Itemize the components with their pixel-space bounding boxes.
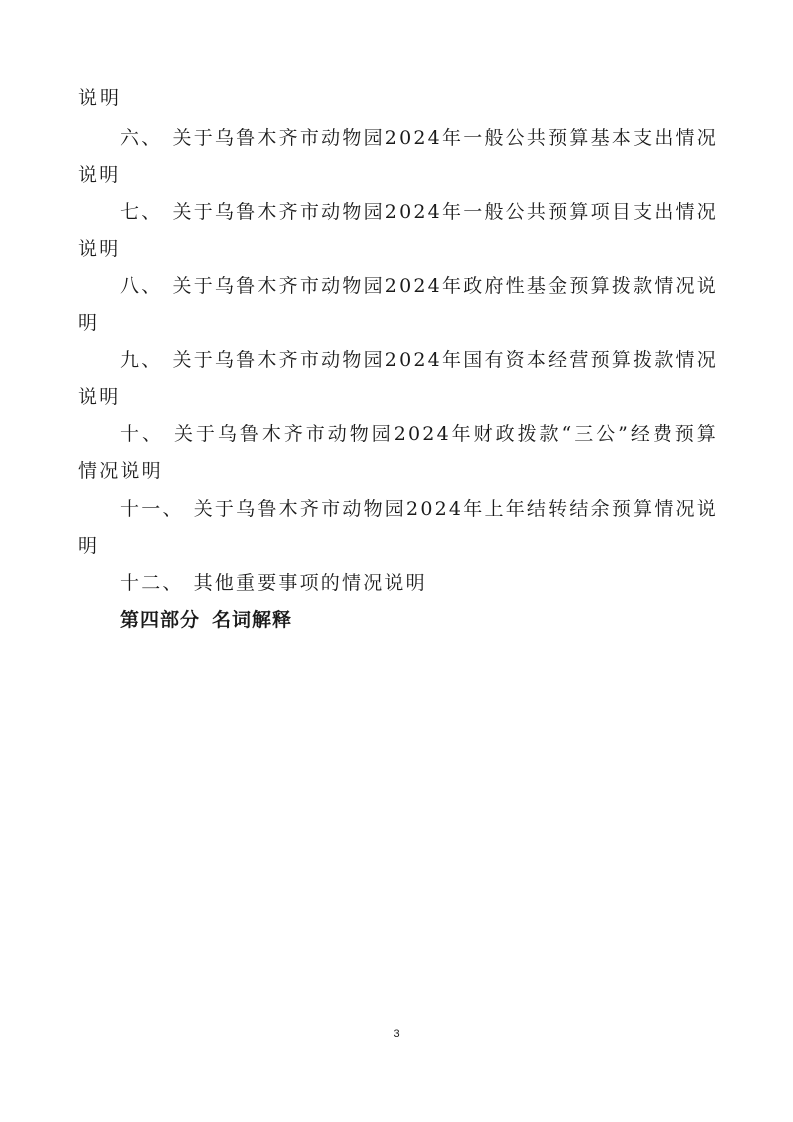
page-number: 3 xyxy=(393,1028,400,1040)
toc-item-text: 关于乌鲁木齐市动物园2024年一般公共预算基本支出情况说明 xyxy=(78,127,718,186)
toc-item-number: 九、 xyxy=(120,349,163,371)
toc-item-10 xyxy=(78,416,718,490)
toc-item-number: 八、 xyxy=(120,275,163,297)
toc-item-number: 六、 xyxy=(120,127,163,149)
toc-item-6 xyxy=(78,120,718,194)
toc-item-text: 关于乌鲁木齐市动物园2024年上年结转结余预算情况说明 xyxy=(78,498,718,557)
toc-item-text: 关于乌鲁木齐市动物园2024年一般公共预算项目支出情况说明 xyxy=(78,201,718,260)
toc-item-8 xyxy=(78,268,718,342)
toc-item-number: 十一、 xyxy=(120,498,184,520)
toc-item-7 xyxy=(78,194,718,268)
continuation-text: 说明 xyxy=(78,87,123,109)
section-heading-part: 第四部分 xyxy=(120,609,201,631)
toc-item-text: 关于乌鲁木齐市动物园2024年政府性基金预算拨款情况说明 xyxy=(78,275,718,334)
toc-item-12 xyxy=(78,565,718,602)
toc-item-text: 关于乌鲁木齐市动物园2024年财政拨款“三公”经费预算情况说明 xyxy=(78,423,718,482)
toc-item-9 xyxy=(78,342,718,416)
section-heading xyxy=(120,605,292,635)
toc-item-number: 七、 xyxy=(120,201,163,223)
toc-item-text: 其他重要事项的情况说明 xyxy=(193,572,427,594)
toc-item-text: 关于乌鲁木齐市动物园2024年国有资本经营预算拨款情况说明 xyxy=(78,349,718,408)
toc-item-number: 十二、 xyxy=(120,572,184,594)
toc-item-number: 十、 xyxy=(120,423,164,445)
section-heading-title: 名词解释 xyxy=(212,609,293,631)
toc-item-11 xyxy=(78,491,718,565)
